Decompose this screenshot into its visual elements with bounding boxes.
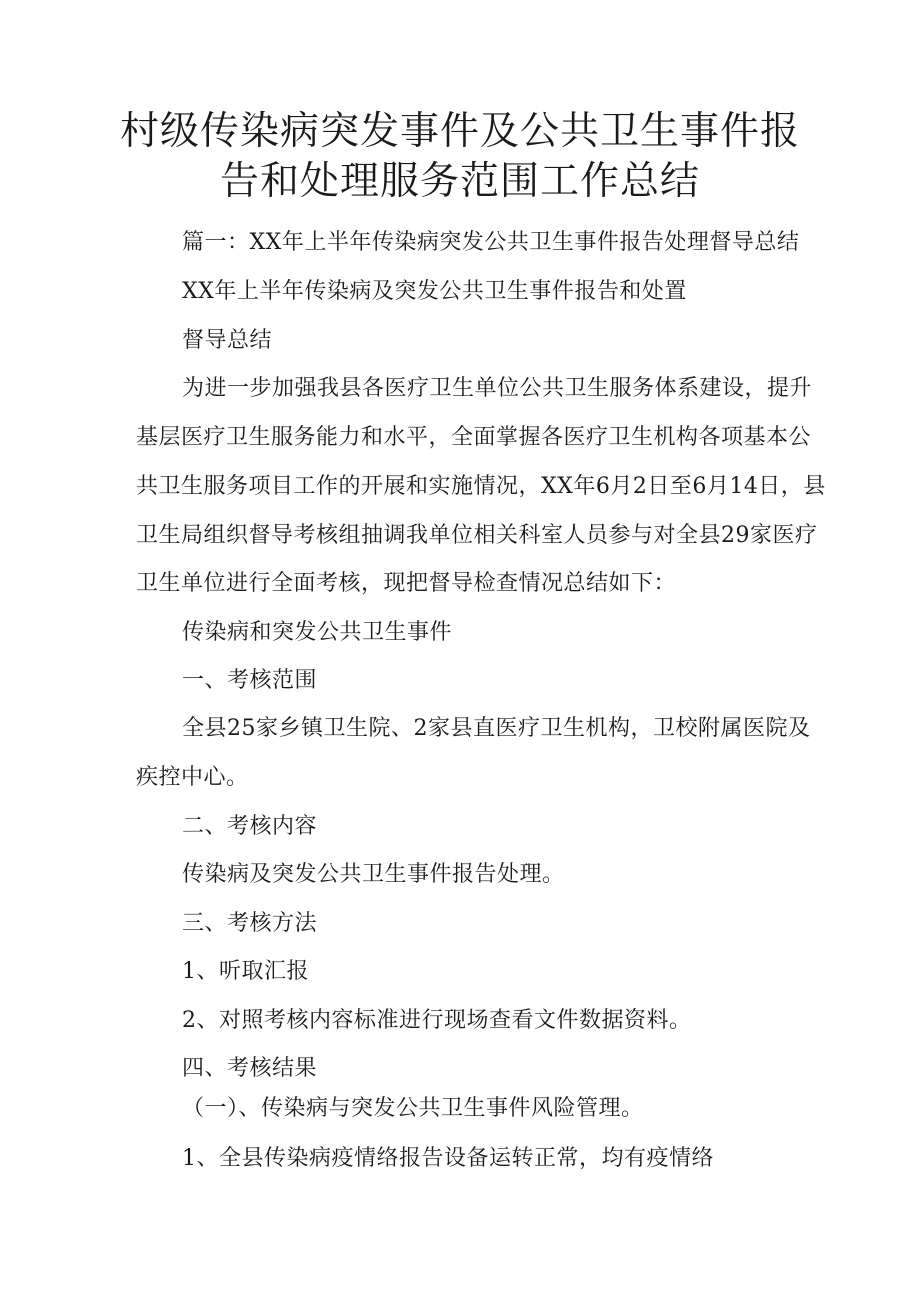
subheading-line-1: XX年上半年传染病及突发公共卫生事件报告和处置 [182, 279, 687, 304]
paragraph-1-line-4: 卫生局组织督导考核组抽调我单位相关科室人员参与对全县29家医疗 [136, 523, 818, 548]
section-2-heading: 二、考核内容 [182, 814, 318, 839]
paragraph-1-line-2: 基层医疗卫生服务能力和水平，全面掌握各医疗卫生机构各项基本公 [136, 425, 812, 450]
document-title-line-1: 村级传染病突发事件及公共卫生事件报 [119, 109, 800, 154]
paragraph-1-line-5: 卫生单位进行全面考核，现把督导检查情况总结如下： [136, 571, 677, 596]
method-item-1: 1、听取汇报 [182, 959, 309, 984]
section-3-heading: 三、考核方法 [182, 911, 318, 936]
method-item-2: 2、对照考核内容标准进行现场查看文件数据资料。 [182, 1008, 692, 1033]
document-title-line-2: 告和处理服务范围工作总结 [219, 159, 700, 204]
section-1-body-line-2: 疾控中心。 [136, 765, 249, 790]
section-2-body: 传染病及突发公共卫生事件报告处理。 [182, 862, 565, 887]
subheading-line-2: 督导总结 [182, 328, 273, 353]
section-1-heading: 一、考核范围 [182, 668, 318, 693]
section-topic: 传染病和突发公共卫生事件 [182, 620, 453, 645]
section-4-heading: 四、考核结果 [182, 1056, 318, 1081]
paragraph-1-line-1: 为进一步加强我县各医疗卫生单位公共卫生服务体系建设，提升 [182, 376, 813, 401]
result-subheading: （一）、传染病与突发公共卫生事件风险管理。 [182, 1096, 644, 1121]
result-item-1: 1、全县传染病疫情络报告设备运转正常，均有疫情络 [182, 1146, 714, 1171]
section-1-body-line-1: 全县25家乡镇卫生院、2家县直医疗卫生机构，卫校附属医院及 [182, 716, 811, 741]
paragraph-1-line-3: 共卫生服务项目工作的开展和实施情况，XX年6月2日至6月14日，县 [136, 474, 826, 499]
intro-heading: 篇一：XX年上半年传染病突发公共卫生事件报告处理督导总结 [182, 230, 800, 255]
